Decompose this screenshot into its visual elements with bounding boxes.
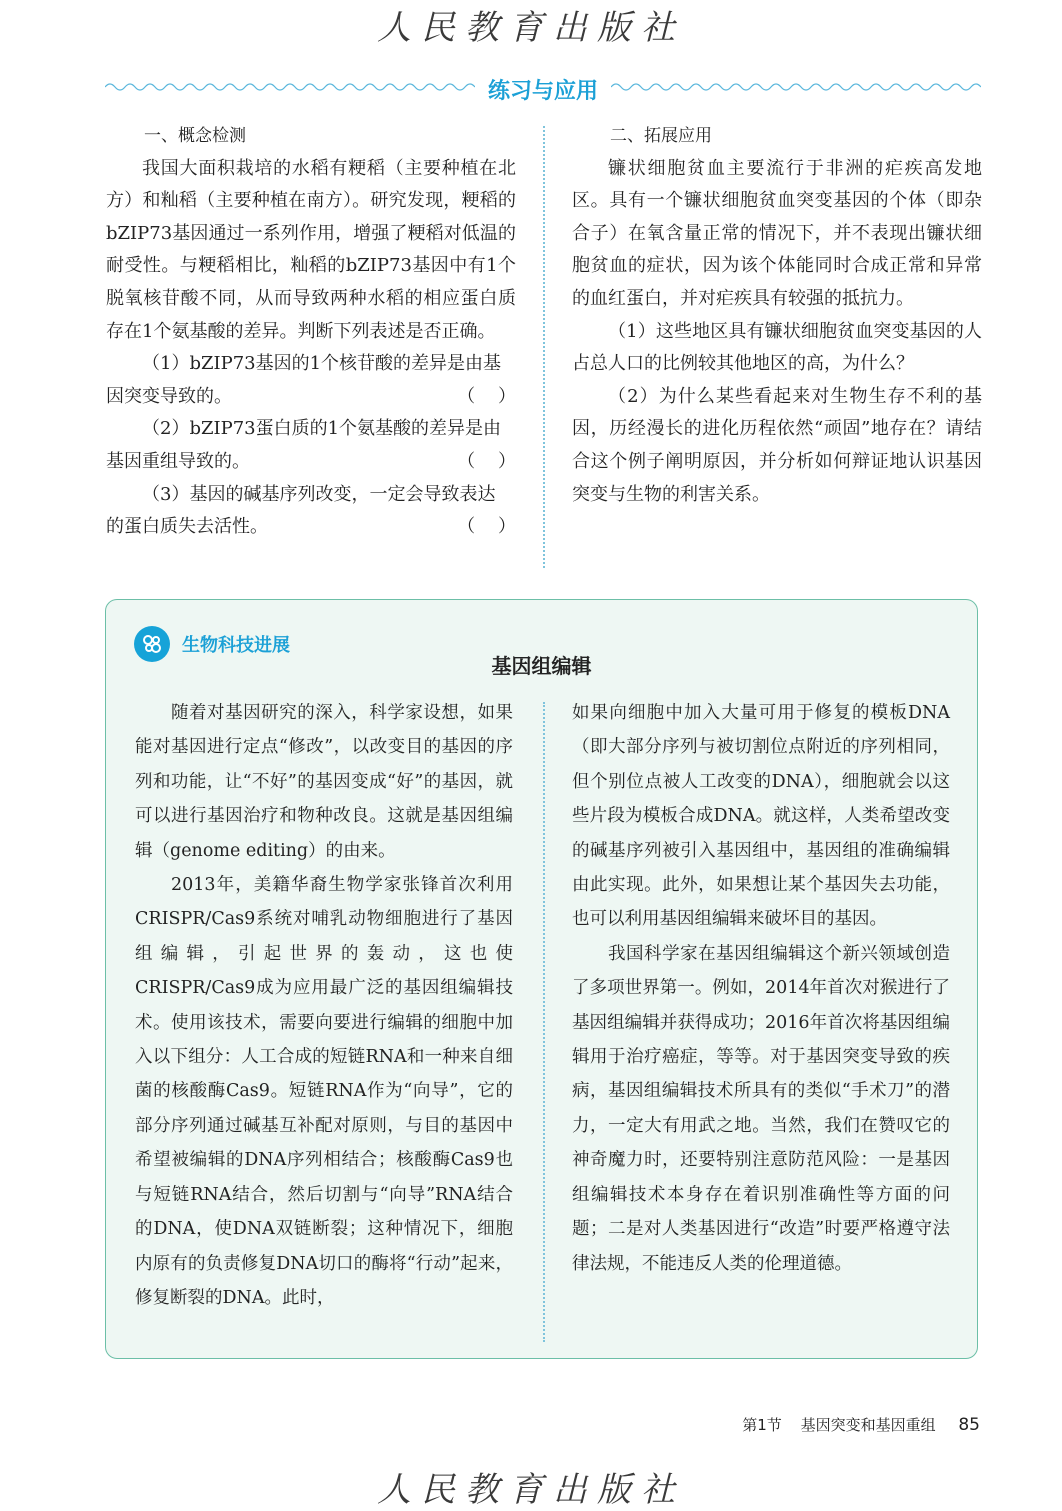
question-3-line1: （3）基因的碱基序列改变，一定会导致表达 — [142, 483, 496, 505]
box-title: 基因组编辑 — [491, 654, 592, 678]
section-title-bar — [105, 72, 981, 106]
publisher-watermark-bottom: 人民教育出版社 — [377, 1470, 685, 1510]
question-2-line1: （2）bZIP73蛋白质的1个氨基酸的差异是由 — [142, 418, 502, 440]
box-paragraph: 2013年，美籍华裔生物学家张锋首次利用CRISPR/Cas9系统对哺乳动物细胞进行了基因组编辑，引起世界的轰动，这也使CRISPR/Cas9成为应用最广泛的基因组编辑技术。使用该技术，需要向要进行编辑的细胞中加入以下组分：人工合成的短链RNA和一种来自细菌的核酸酶Cas9。短链RNA作为“向导”，它的部分序列通过碱基互补配对原则，与目的基因中希望被编辑的DNA序列相结合；核酸酶Cas9也与短链RNA结合，然后切割与“向导”RNA结合的DNA，使DNA双链断裂；这种情况下，细胞内原有的负责修复DNA切口的酶将“行动”起来，修复断裂的DNA。此时， — [135, 875, 513, 1308]
concept-check-intro: 我国大面积栽培的水稻有粳稻（主要种植在北方）和籼稻（主要种植在南方）。研究发现，粳稻的bZIP73基因通过一系列作用，增强了粳稻对低温的耐受性。与粳稻相比，籼稻的bZIP73基因中有1个脱氧核苷酸不同，从而导致两种水稻的相应蛋白质存在1个氨基酸的差异。判断下列表述是否正确。 — [106, 157, 516, 342]
box-paragraph: 随着对基因研究的深入，科学家设想，如果能对基因进行定点“修改”，以改变目的基因的序列和功能，让“不好”的基因变成“好”的基因，就可以进行基因治疗和物种改良。这就是基因组编辑（genome editing）的由来。 — [135, 703, 513, 861]
answer-blank-1: （ ） — [457, 385, 516, 407]
question-2 — [106, 446, 516, 479]
page-footer — [742, 1414, 980, 1435]
box-right-column — [572, 696, 950, 1281]
box-paragraph: 我国科学家在基因组编辑这个新兴领域创造了多项世界第一。例如，2014年首次对猴进行了基因组编辑并获得成功；2016年首次将基因组编辑用于治疗癌症，等等。对于基因突变导致的疾病，基因组编辑技术所具有的类似“手术刀”的潜力，一定大有用武之地。当然，我们在赞叹它的神奇魔力时，还要特别注意防范风险：一是基因组编辑技术本身存在着识别准确性等方面的问题；二是对人类基因进行“改造”时要严格遵守法律法规，不能违反人类的伦理道德。 — [572, 943, 950, 1274]
answer-blank-2: （ ） — [457, 450, 516, 472]
extension-column — [572, 120, 982, 511]
concept-check-column — [106, 120, 516, 544]
question-1 — [106, 381, 516, 414]
question-1-line1: （1）bZIP73基因的1个核苷酸的差异是由基 — [142, 353, 502, 375]
section-title: 练习与应用 — [487, 79, 598, 104]
box-paragraph: 如果向细胞中加入大量可用于修复的模板DNA（即大部分序列与被切割位点附近的序列相同，但个别位点被人工改变的DNA），细胞就会以这些片段为模板合成DNA。就这样，人类希望改变的碱基序列被引入基因组中，基因组的准确编辑由此实现。此外，如果想让某个基因失去功能，也可以利用基因组编辑来破坏目的基因。 — [572, 703, 950, 930]
column-divider — [543, 126, 545, 568]
box-left-column — [135, 696, 513, 1315]
question-1-line2: 因突变导致的。 — [106, 385, 232, 407]
answer-blank-3: （ ） — [457, 516, 516, 538]
wave-divider-right — [611, 80, 981, 94]
footer-section: 第1节 — [742, 1416, 782, 1434]
concept-check-heading: 一、概念检测 — [144, 126, 246, 146]
extension-intro: 镰状细胞贫血主要流行于非洲的疟疾高发地区。具有一个镰状细胞贫血突变基因的个体（即杂合子）在氧含量正常的情况下，并不表现出镰状细胞贫血的症状，因为该个体能同时合成正常和异常的血红蛋白，并对疟疾具有较强的抵抗力。 — [572, 157, 982, 309]
question-3 — [106, 511, 516, 544]
extension-heading: 二、拓展应用 — [610, 126, 712, 146]
question-2-line2: 基因重组导致的。 — [106, 450, 250, 472]
box-column-divider — [543, 702, 545, 1342]
footer-chapter: 基因突变和基因重组 — [800, 1416, 936, 1434]
question-3-line2: 的蛋白质失去活性。 — [106, 516, 268, 538]
extension-question-2: （2）为什么某些看起来对生物生存不利的基因，历经漫长的进化历程依然“顽固”地存在？请结合这个例子阐明原因，并分析如何辩证地认识基因突变与生物的利害关系。 — [572, 385, 982, 505]
biotech-progress-label-text: 生物科技进展 — [182, 635, 290, 656]
publisher-watermark-top: 人民教育出版社 — [377, 8, 685, 48]
page-number: 85 — [958, 1415, 980, 1435]
extension-question-1: （1）这些地区具有镰状细胞贫血突变基因的人占总人口的比例较其他地区的高，为什么？ — [572, 320, 982, 375]
